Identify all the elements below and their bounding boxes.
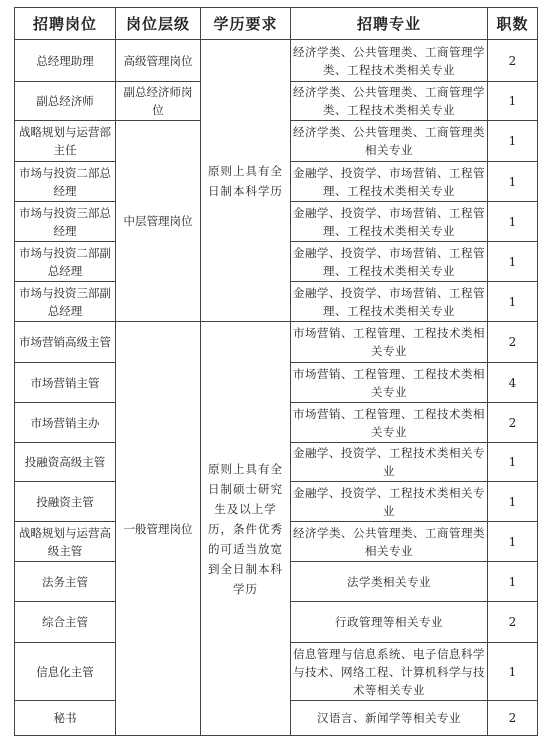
major-cell: 金融学、投资学、市场营销、工程管理、工程技术类相关专业	[291, 162, 488, 202]
count-cell: 1	[488, 482, 538, 522]
count-cell: 1	[488, 643, 538, 701]
major-cell: 金融学、投资学、工程技术类相关专业	[291, 443, 488, 482]
post-cell: 综合主管	[15, 602, 116, 643]
header-post: 招聘岗位	[15, 8, 116, 40]
table-row	[15, 40, 538, 82]
post-cell: 投融资主管	[15, 482, 116, 522]
post-cell: 总经理助理	[15, 40, 116, 82]
level-cell: 高级管理岗位	[116, 40, 201, 82]
major-cell: 金融学、投资学、市场营销、工程管理、工程技术类相关专业	[291, 242, 488, 282]
level-cell: 中层管理岗位	[116, 121, 201, 322]
recruitment-table	[14, 7, 538, 736]
post-cell: 市场营销主管	[15, 363, 116, 403]
post-cell: 秘书	[15, 701, 116, 736]
count-cell: 2	[488, 322, 538, 363]
count-cell: 1	[488, 162, 538, 202]
table-row	[15, 322, 538, 363]
post-cell: 市场与投资三部副总经理	[15, 282, 116, 322]
major-cell: 金融学、投资学、市场营销、工程管理、工程技术类相关专业	[291, 282, 488, 322]
count-cell: 1	[488, 282, 538, 322]
count-cell: 1	[488, 242, 538, 282]
post-cell: 市场与投资三部总经理	[15, 202, 116, 242]
post-cell: 副总经济师	[15, 82, 116, 121]
major-cell: 行政管理等相关专业	[291, 602, 488, 643]
major-cell: 市场营销、工程管理、工程技术类相关专业	[291, 322, 488, 363]
post-cell: 市场与投资二部副总经理	[15, 242, 116, 282]
major-cell: 经济学类、公共管理类、工商管理类相关专业	[291, 522, 488, 562]
count-cell: 1	[488, 82, 538, 121]
major-cell: 经济学类、公共管理类、工商管理学类、工程技术类相关专业	[291, 40, 488, 82]
major-cell: 市场营销、工程管理、工程技术类相关专业	[291, 403, 488, 443]
header-row	[15, 8, 538, 40]
post-cell: 法务主管	[15, 562, 116, 602]
count-cell: 2	[488, 40, 538, 82]
major-cell: 法学类相关专业	[291, 562, 488, 602]
major-cell: 经济学类、公共管理类、工商管理学类、工程技术类相关专业	[291, 82, 488, 121]
major-cell: 市场营销、工程管理、工程技术类相关专业	[291, 363, 488, 403]
post-cell: 市场营销主办	[15, 403, 116, 443]
header-level: 岗位层级	[116, 8, 201, 40]
header-education: 学历要求	[201, 8, 291, 40]
post-cell: 信息化主管	[15, 643, 116, 701]
major-cell: 汉语言、新闻学等相关专业	[291, 701, 488, 736]
count-cell: 2	[488, 403, 538, 443]
header-major: 招聘专业	[291, 8, 488, 40]
education-cell: 原则上具有全日制本科学历	[201, 40, 291, 322]
major-cell: 信息管理与信息系统、电子信息科学与技术、网络工程、计算机科学与技术等相关专业	[291, 643, 488, 701]
count-cell: 2	[488, 701, 538, 736]
count-cell: 2	[488, 602, 538, 643]
count-cell: 1	[488, 522, 538, 562]
header-count: 职数	[488, 8, 538, 40]
count-cell: 1	[488, 443, 538, 482]
major-cell: 金融学、投资学、市场营销、工程管理、工程技术类相关专业	[291, 202, 488, 242]
level-cell: 副总经济师岗位	[116, 82, 201, 121]
count-cell: 4	[488, 363, 538, 403]
post-cell: 市场营销高级主管	[15, 322, 116, 363]
post-cell: 战略规划与运营部主任	[15, 121, 116, 162]
major-cell: 经济学类、公共管理类、工商管理类相关专业	[291, 121, 488, 162]
count-cell: 1	[488, 562, 538, 602]
count-cell: 1	[488, 202, 538, 242]
education-cell: 原则上具有全日制硕士研究生及以上学历，条件优秀的可适当放宽到全日制本科学历	[201, 322, 291, 736]
post-cell: 市场与投资二部总经理	[15, 162, 116, 202]
post-cell: 战略规划与运营高级主管	[15, 522, 116, 562]
post-cell: 投融资高级主管	[15, 443, 116, 482]
level-cell: 一般管理岗位	[116, 322, 201, 736]
major-cell: 金融学、投资学、工程技术类相关专业	[291, 482, 488, 522]
count-cell: 1	[488, 121, 538, 162]
